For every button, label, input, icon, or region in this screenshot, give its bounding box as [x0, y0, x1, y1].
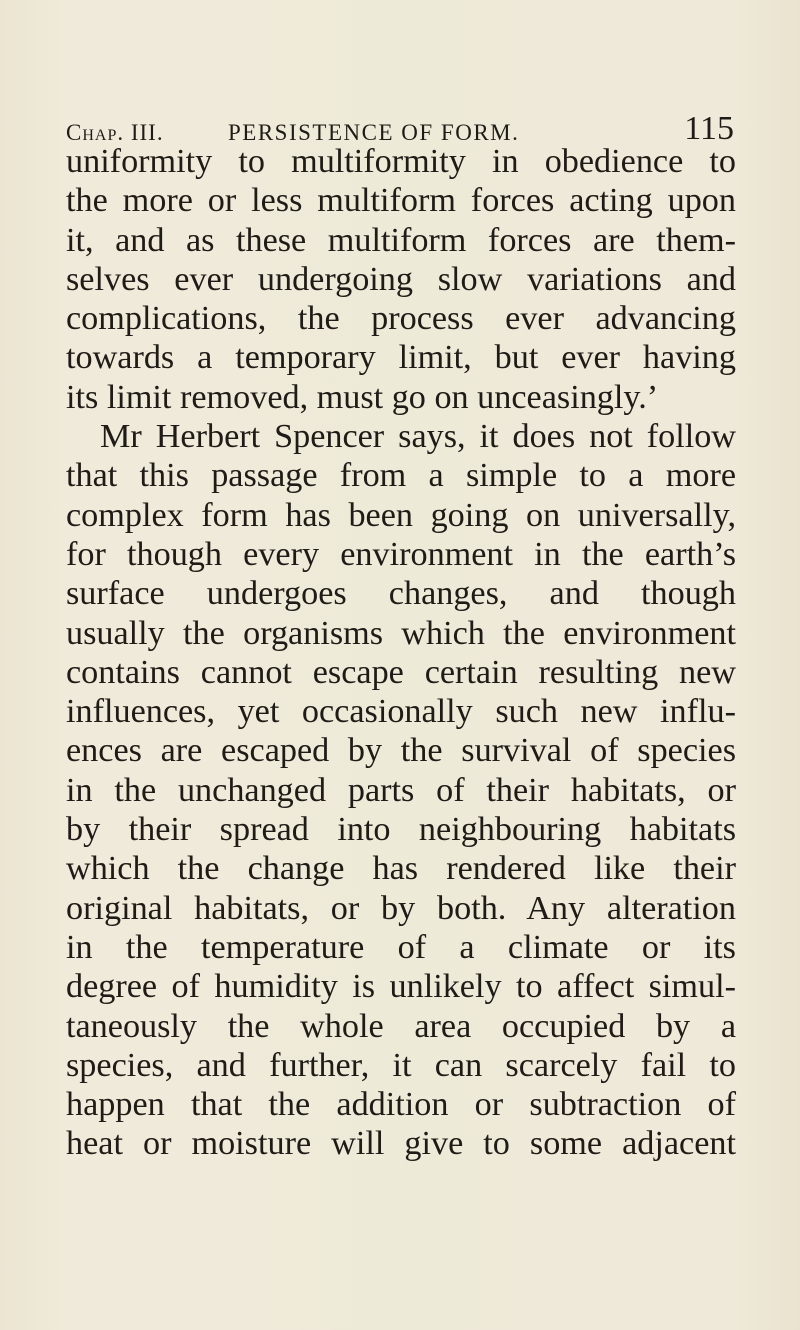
text-line: its limit removed, must go on unceasingly.’ [66, 378, 659, 416]
running-title: PERSISTENCE OF FORM. [228, 120, 520, 145]
text-line: heat or moisture will give to some adjacent [66, 1125, 736, 1163]
text-line: complications, the process ever advancing [66, 300, 736, 338]
text-line: for though every environment in the earth’s [66, 535, 736, 573]
chapter-label: Chap. III. [66, 120, 164, 145]
text-line: species, and further, it can scarcely fail to [66, 1046, 736, 1084]
text-line: happen that the addition or subtraction of [66, 1086, 736, 1124]
text-line: by their spread into neighbouring habitats [66, 811, 736, 849]
text-line: the more or less multiform forces acting upon [66, 182, 736, 220]
text-line: in the temperature of a climate or its [66, 928, 736, 966]
text-line: usually the organisms which the environment [66, 614, 736, 652]
text-line: that this passage from a simple to a more [66, 457, 736, 495]
text-line: uniformity to multiformity in obedience to [66, 143, 736, 180]
text-line: original habitats, or by both. Any alteration [66, 889, 736, 927]
text-line: influences, yet occasionally such new influ- [66, 693, 736, 731]
text-line: ences are escaped by the survival of species [66, 732, 736, 770]
text-line: selves ever undergoing slow variations and [66, 260, 736, 298]
text-line: in the unchanged parts of their habitats, or [66, 771, 736, 809]
running-head [66, 104, 734, 147]
page-number: 115 [684, 110, 734, 147]
text-line: taneously the whole area occupied by a [66, 1007, 736, 1045]
body-text [66, 142, 736, 1164]
text-line: it, and as these multiform forces are them- [66, 221, 736, 259]
text-line: which the change has rendered like their [66, 850, 736, 888]
text-line: degree of humidity is unlikely to affect simul- [66, 968, 736, 1006]
text-line: surface undergoes changes, and though [66, 575, 736, 613]
text-line: towards a temporary limit, but ever having [66, 339, 736, 377]
text-line: contains cannot escape certain resulting new [66, 653, 736, 691]
text-line: complex form has been going on universally, [66, 496, 736, 534]
text-line: Mr Herbert Spencer says, it does not follow [100, 418, 736, 456]
